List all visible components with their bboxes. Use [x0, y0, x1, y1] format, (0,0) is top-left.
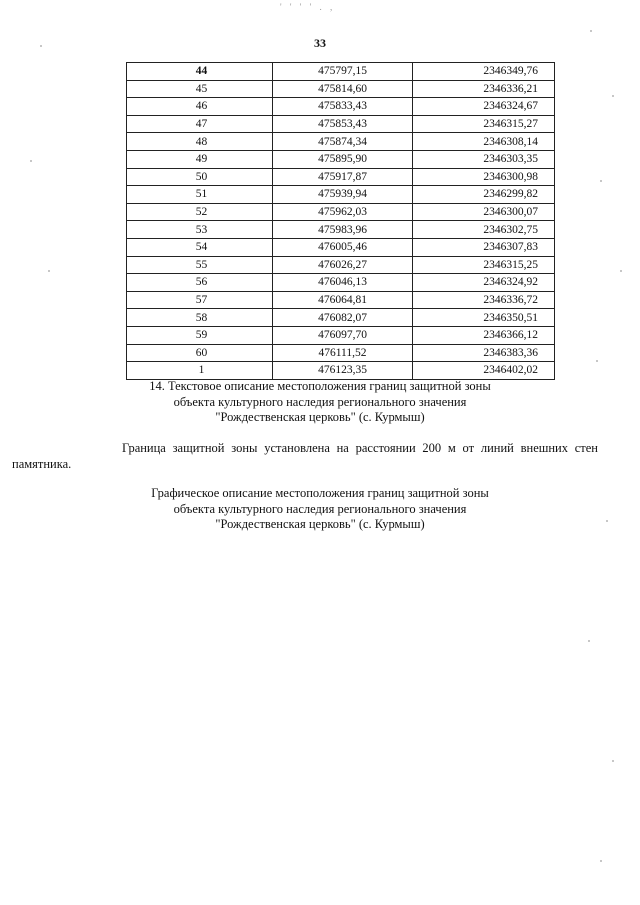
- y-coordinate-cell: 2346299,82: [413, 186, 555, 204]
- y-coordinate-cell: 2346324,67: [413, 98, 555, 116]
- table-row: [127, 291, 555, 309]
- x-coordinate-cell: 475962,03: [273, 203, 413, 221]
- point-number-cell: 52: [127, 203, 273, 221]
- x-coordinate-cell: 476064,81: [273, 291, 413, 309]
- y-coordinate-cell: 2346300,07: [413, 203, 555, 221]
- point-number-cell: 58: [127, 309, 273, 327]
- x-coordinate-cell: 476005,46: [273, 238, 413, 256]
- scan-speck: [600, 180, 602, 182]
- table-row: [127, 362, 555, 380]
- x-coordinate-cell: 475833,43: [273, 98, 413, 116]
- scan-speck: [30, 160, 32, 162]
- coordinates-table-body: [127, 63, 555, 380]
- scan-marks: ' ' ' ' . ,: [280, 2, 336, 12]
- y-coordinate-cell: 2346308,14: [413, 133, 555, 151]
- y-coordinate-cell: 2346349,76: [413, 63, 555, 81]
- scan-speck: [596, 360, 598, 362]
- heading-line: объекта культурного наследия регионального значения: [173, 394, 467, 409]
- point-number-cell: 48: [127, 133, 273, 151]
- point-number-cell: 51: [127, 186, 273, 204]
- point-number-cell: 45: [127, 80, 273, 98]
- paragraph-line: памятника.: [12, 457, 72, 471]
- y-coordinate-cell: 2346300,98: [413, 168, 555, 186]
- coordinates-table: [126, 62, 555, 380]
- paragraph-line: Граница защитной зоны установлена на расстоянии 200 м от линий внешних стен: [122, 441, 598, 455]
- y-coordinate-cell: 2346366,12: [413, 326, 555, 344]
- scan-speck: [612, 95, 614, 97]
- graphic-description-heading: [0, 486, 640, 533]
- scan-speck: [600, 860, 602, 862]
- point-number-cell: 50: [127, 168, 273, 186]
- y-coordinate-cell: 2346315,27: [413, 115, 555, 133]
- x-coordinate-cell: 476026,27: [273, 256, 413, 274]
- x-coordinate-cell: 476111,52: [273, 344, 413, 362]
- y-coordinate-cell: 2346307,83: [413, 238, 555, 256]
- x-coordinate-cell: 475853,43: [273, 115, 413, 133]
- scan-speck: [40, 45, 42, 47]
- page-number: 33: [314, 36, 326, 50]
- x-coordinate-cell: 475895,90: [273, 150, 413, 168]
- x-coordinate-cell: 476123,35: [273, 362, 413, 380]
- table-row: [127, 168, 555, 186]
- x-coordinate-cell: 475874,34: [273, 133, 413, 151]
- x-coordinate-cell: 475917,87: [273, 168, 413, 186]
- point-number-cell: 57: [127, 291, 273, 309]
- table-row: [127, 186, 555, 204]
- table-row: [127, 238, 555, 256]
- boundary-paragraph: [12, 440, 598, 472]
- table-row: [127, 256, 555, 274]
- y-coordinate-cell: 2346350,51: [413, 309, 555, 327]
- y-coordinate-cell: 2346336,72: [413, 291, 555, 309]
- heading-line: "Рождественская церковь" (с. Курмыш): [215, 410, 425, 424]
- table-row: [127, 274, 555, 292]
- table-row: [127, 203, 555, 221]
- table-row: [127, 115, 555, 133]
- table-row: [127, 309, 555, 327]
- heading-line: Графическое описание местоположения границ защитной зоны: [151, 486, 489, 500]
- heading-line: объекта культурного наследия регионального значения: [173, 501, 467, 516]
- section-14-heading: [0, 379, 640, 426]
- point-number-cell: 60: [127, 344, 273, 362]
- table-row: [127, 344, 555, 362]
- point-number-cell: 59: [127, 326, 273, 344]
- y-coordinate-cell: 2346302,75: [413, 221, 555, 239]
- table-row: [127, 98, 555, 116]
- scan-speck: [620, 270, 622, 272]
- y-coordinate-cell: 2346383,36: [413, 344, 555, 362]
- point-number-cell: 55: [127, 256, 273, 274]
- table-row: [127, 150, 555, 168]
- x-coordinate-cell: 475797,15: [273, 63, 413, 81]
- point-number-cell: 53: [127, 221, 273, 239]
- x-coordinate-cell: 476097,70: [273, 326, 413, 344]
- table-row: [127, 326, 555, 344]
- table-row: [127, 63, 555, 81]
- x-coordinate-cell: 476046,13: [273, 274, 413, 292]
- scan-speck: [590, 30, 592, 32]
- table-row: [127, 133, 555, 151]
- scan-speck: [48, 270, 50, 272]
- point-number-cell: 47: [127, 115, 273, 133]
- y-coordinate-cell: 2346336,21: [413, 80, 555, 98]
- y-coordinate-cell: 2346315,25: [413, 256, 555, 274]
- point-number-cell: 49: [127, 150, 273, 168]
- point-number-cell: 1: [127, 362, 273, 380]
- scan-speck: [606, 520, 608, 522]
- table-row: [127, 80, 555, 98]
- x-coordinate-cell: 475983,96: [273, 221, 413, 239]
- heading-line: "Рождественская церковь" (с. Курмыш): [215, 517, 425, 531]
- heading-line: 14. Текстовое описание местоположения границ защитной зоны: [149, 379, 491, 393]
- point-number-cell: 44: [127, 63, 273, 81]
- point-number-cell: 46: [127, 98, 273, 116]
- x-coordinate-cell: 476082,07: [273, 309, 413, 327]
- table-row: [127, 221, 555, 239]
- point-number-cell: 56: [127, 274, 273, 292]
- y-coordinate-cell: 2346303,35: [413, 150, 555, 168]
- y-coordinate-cell: 2346402,02: [413, 362, 555, 380]
- scan-speck: [588, 640, 590, 642]
- y-coordinate-cell: 2346324,92: [413, 274, 555, 292]
- x-coordinate-cell: 475939,94: [273, 186, 413, 204]
- scan-speck: [612, 760, 614, 762]
- x-coordinate-cell: 475814,60: [273, 80, 413, 98]
- point-number-cell: 54: [127, 238, 273, 256]
